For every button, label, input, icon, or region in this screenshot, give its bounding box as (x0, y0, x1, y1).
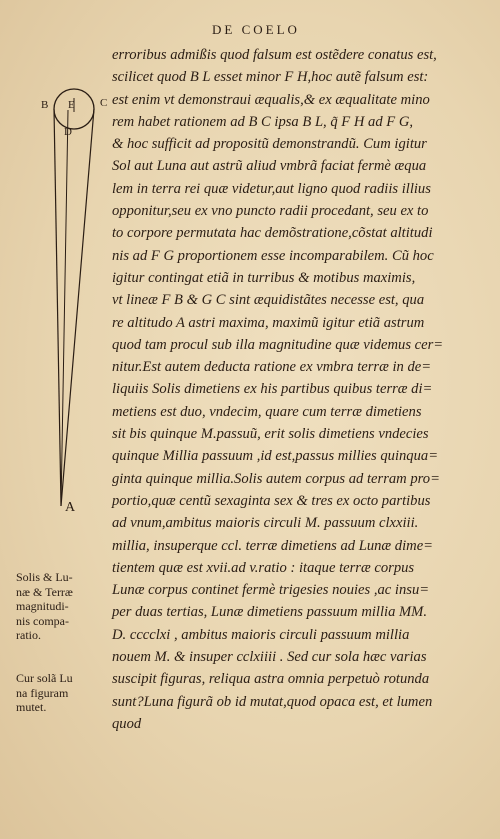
marginal-note (16, 570, 108, 643)
text-line: metiens est duo, vndecim, quare cum terræ dimetiens (112, 403, 422, 420)
text-line: opponitur,seu ex vno puncto radii procedant, seu ex to (112, 203, 429, 220)
text-line: suscipit figuras, reliqua astra omnia perpetuò rotunda (112, 671, 430, 688)
text-line: nouem M. & insuper cclxiiii . Sed cur sola hæc varias (112, 649, 427, 666)
line-d-a (61, 110, 68, 506)
text-line: & hoc sufficit ad propositũ demonstrandũ. Cum igitur (112, 136, 427, 153)
body-text (112, 44, 488, 735)
label-a: A (65, 500, 76, 515)
text-line: D. cccclxi , ambitus maioris circuli passuum millia (112, 626, 410, 643)
text-line: quinque Millia passuum ,id est,passus millies quinqua= (112, 448, 439, 465)
text-line: erroribus admißis quod falsum est ostẽdere conatus est, (112, 47, 437, 63)
marginal-note-line: magnitudi- (16, 599, 69, 614)
text-line: scilicet quod B L esset minor F H,hoc autẽ falsum est: (112, 69, 429, 86)
text-line: est enim vt demonstraui æqualis,& ex æqualitate mino (112, 91, 430, 108)
geometric-figure (38, 88, 112, 518)
text-line: nis ad F G proportionem esse incomparabilem. Cũ hoc (112, 247, 434, 264)
text-line: millia, insuperque ccl. terræ dimetiens ad Lunæ dime= (112, 537, 434, 554)
label-b: B (41, 99, 49, 111)
text-line: vt lineæ F B & G C sint æquidistãtes necesse est, qua (112, 292, 425, 309)
label-e: E (68, 99, 75, 111)
figure-diagram (38, 88, 112, 518)
marginal-note-line: Solis & Lu- (16, 570, 73, 584)
text-line: re altitudo A astri maxima, maximũ igitur etiã astrum (112, 314, 425, 331)
text-line: quod tam procul sub illa magnitudine quæ videmus cer= (112, 336, 444, 353)
marginal-note-line: Cur solã Lu (16, 670, 73, 685)
text-line: liquiis Solis dimetiens ex his partibus quibus terræ di= (112, 381, 433, 398)
label-c: C (100, 97, 108, 109)
running-head: DE COELO (212, 22, 300, 37)
marginal-note (16, 671, 108, 715)
marginal-note-line: næ & Terræ (16, 584, 73, 599)
text-line: portio,quæ centũ sexaginta sex & tres ex octo partibus (112, 492, 431, 509)
label-d: D (64, 126, 72, 138)
text-line: ginta quinque millia.Solis autem corpus ad terram pro= (112, 470, 440, 487)
text-line: lem in terra rei quæ videtur,aut ligno quod radiis illius (112, 180, 431, 197)
marginal-note-line: ratio. (16, 628, 41, 643)
text-line: ad vnum,ambitus maioris circuli M. passuum clxxiii. (112, 515, 419, 532)
line-b-a (54, 109, 61, 506)
marginal-note-line: nis compa- (16, 613, 69, 628)
text-line: per duas tertias, Lunæ dimetiens passuum millia MM. (112, 604, 427, 621)
text-line: tientem quæ est xvii.ad v.ratio : itaque terræ corpus (112, 559, 415, 576)
text-line: to corpore permutata hac demõstratione,cõstat altitudi (112, 225, 433, 242)
marginal-note-line: na figuram (16, 685, 69, 700)
line-c-a (61, 109, 94, 506)
marginal-note-line: mutet. (16, 700, 47, 715)
text-line: sit bis quinque M.passuũ, erit solis dimetiens vndecies (112, 426, 429, 443)
text-line: rem habet rationem ad B C ipsa B L, q̃ F H ad F G, (112, 113, 414, 130)
text-line: nitur.Est autem deducta ratione ex vmbra terræ in de= (112, 359, 432, 376)
text-line: sunt?Luna figurã ob id mutat,quod opaca est, et lumen (112, 693, 433, 710)
text-line: Sol aut Luna aut astrũ aliud vmbrã faciat fermè æqua (112, 158, 427, 175)
text-line: quod (112, 715, 142, 732)
text-line: igitur contingat etiã in turribus & motibus maximis, (112, 269, 416, 286)
side-notes (16, 570, 108, 743)
text-line: Lunæ corpus continet fermè trigesies nouies ,ac insu= (112, 582, 430, 599)
